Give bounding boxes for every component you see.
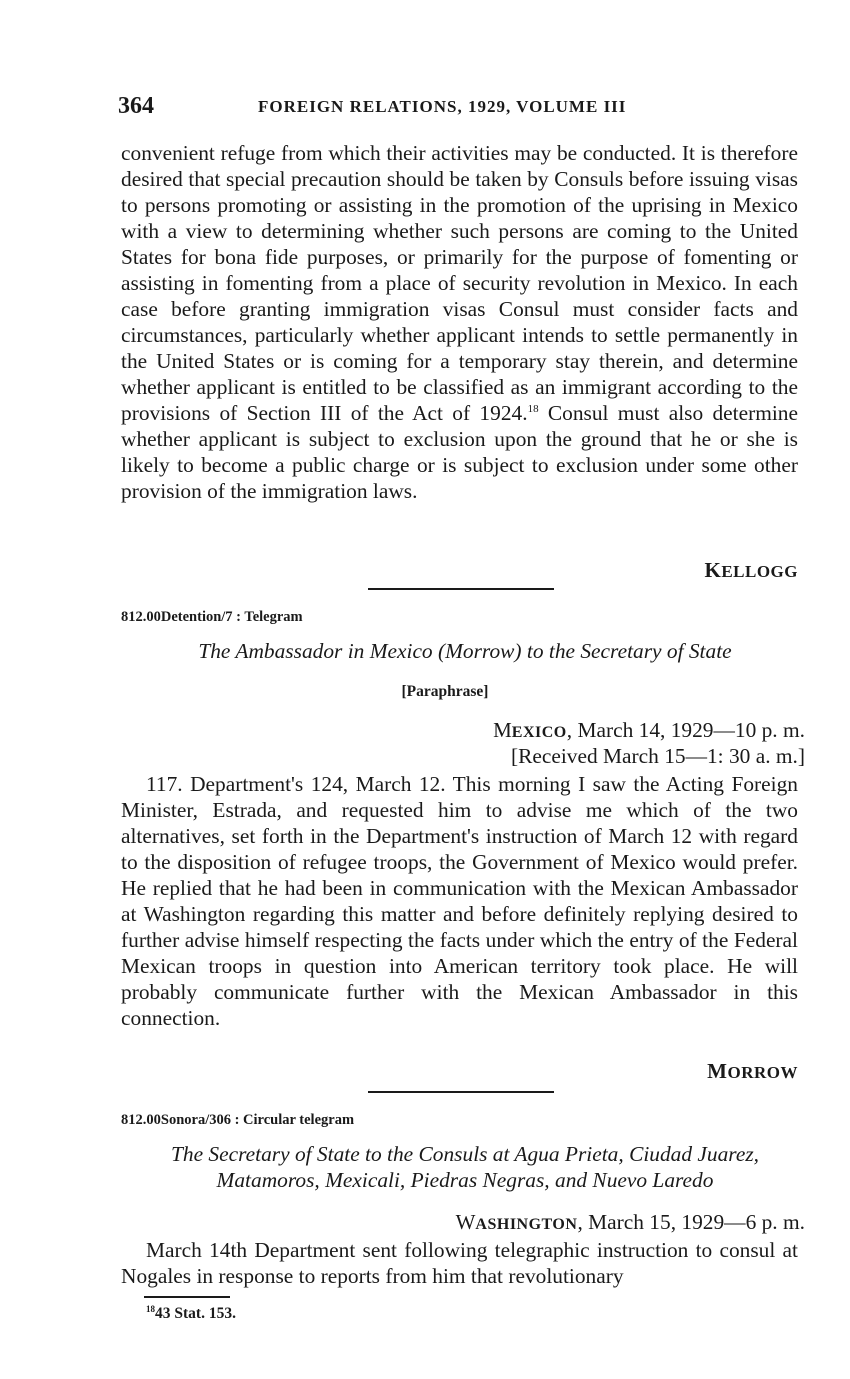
body-text-b: Consul must also determine whether applicant is subject to exclusion upon the ground that he or she is likely to become a public charge or is subject to exclusion under some other provision of the immigration laws.	[121, 401, 798, 503]
footnote	[146, 1305, 236, 1323]
signature-morrow: MORROW	[707, 1059, 798, 1083]
received-line: [Received March 15—1: 30 a. m.]	[510, 744, 805, 768]
dateline: WASHINGTON, March 15, 1929—6 p. m.	[455, 1210, 805, 1234]
paraphrase-label: [Paraphrase]	[401, 683, 489, 700]
footnote-rule	[144, 1296, 230, 1298]
morrow-telegram-body: 117. Department's 124, March 12. This morning I saw the Acting Foreign Minister, Estrada, and requested him to advise me which of the two alternatives, set forth in the Department's instruction of March 12 with regard to the disposition of refugee troops, the Government of Mexico would prefer. He replied that he had been in communication with the Mexican Ambassador at Washington regarding this matter and before definitely replying desired to further advise himself respecting the facts under which the entry of the Federal Mexican troops in question into American territory took place. He will probably communicate further with the Mexican Ambassador in this connection.	[121, 772, 798, 1030]
footnote-ref[interactable]: 18	[527, 402, 539, 415]
page-number: 364	[118, 93, 154, 119]
page-header	[118, 93, 808, 123]
running-head: FOREIGN RELATIONS, 1929, VOLUME III	[258, 97, 627, 116]
footnote-number: 18	[146, 1303, 155, 1314]
body-text-a: convenient refuge from which their activities may be conducted. It is therefore desired that special precaution should be taken by Consuls before issuing visas to persons promoting or assisting in the promotion of the uprising in Mexico with a view to determining whether such persons are coming to the United States for bona fide purposes, or primarily for the purpose of fomenting or assisting in fomenting from a place of security revolution in Mexico. In each case before granting immigration visas Consul must consider facts and circumstances, particularly whether applicant intends to settle permanently in the United States or is coming for a temporary stay therein, and determine whether applicant is entitled to be classified as an immigrant according to the provisions of Section III of the Act of 1924.	[121, 141, 798, 425]
footnote-text: 43 Stat. 153.	[155, 1305, 236, 1322]
file-reference: 812.00Detention/7 : Telegram	[121, 609, 303, 625]
document-title-line-1: The Secretary of State to the Consuls at Agua Prieta, Ciudad Juarez,	[171, 1142, 759, 1166]
signature-kellogg: KELLOGG	[704, 558, 798, 582]
dateline: MEXICO, March 14, 1929—10 p. m.	[493, 718, 805, 742]
file-reference: 812.00Sonora/306 : Circular telegram	[121, 1112, 355, 1128]
kellogg-telegram-body	[121, 140, 798, 504]
circular-telegram-body: March 14th Department sent following telegraphic instruction to consul at Nogales in response to reports from him that revolutionary	[121, 1238, 798, 1288]
document-title: The Ambassador in Mexico (Morrow) to the Secretary of State	[198, 639, 732, 663]
document-title-line-2: Matamoros, Mexicali, Piedras Negras, and Nuevo Laredo	[216, 1168, 714, 1192]
section-divider	[368, 588, 554, 590]
section-divider	[368, 1091, 554, 1093]
